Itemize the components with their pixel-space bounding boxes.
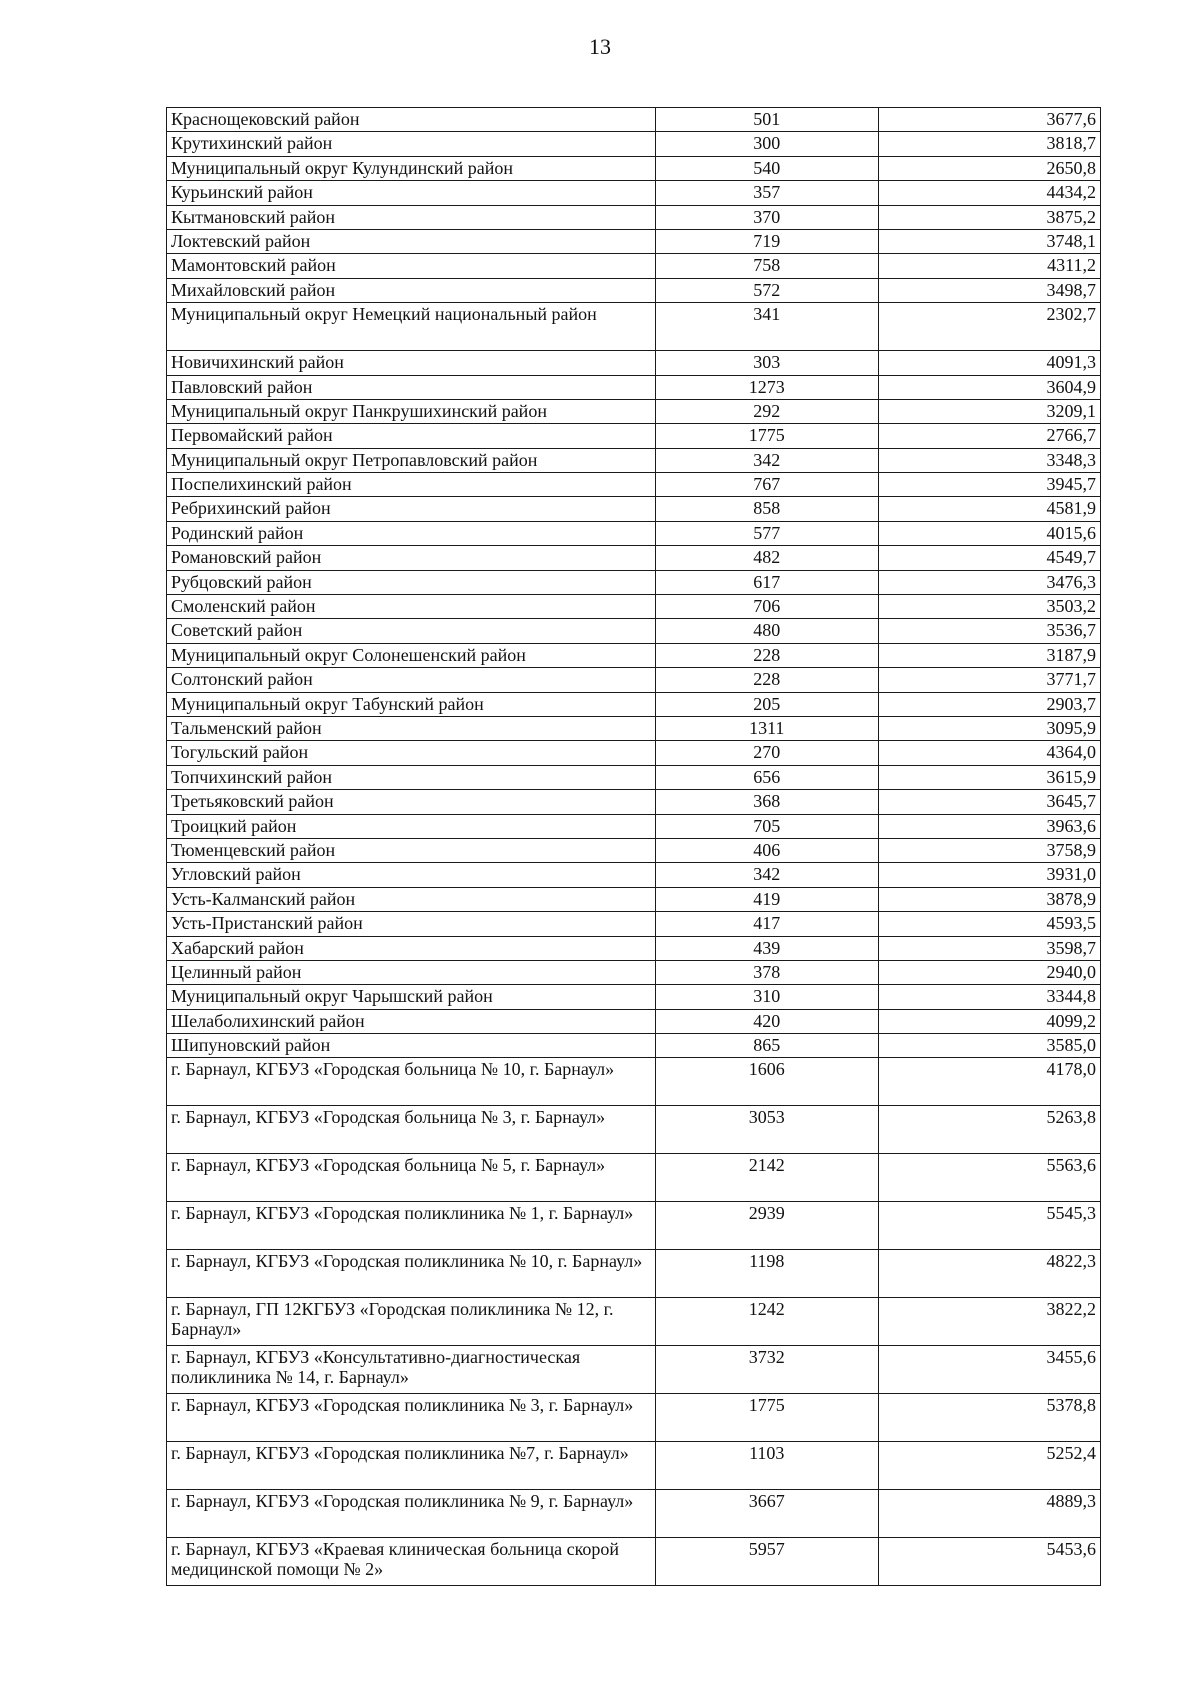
table-row	[167, 1154, 1101, 1202]
row-count-cell: 1273	[656, 375, 879, 399]
row-name-cell: Романовский район	[167, 546, 656, 570]
row-value-cell: 3677,6	[878, 108, 1101, 132]
row-count-cell: 1775	[656, 1394, 879, 1442]
row-value-cell: 3875,2	[878, 205, 1101, 229]
row-value-cell: 4434,2	[878, 181, 1101, 205]
row-count-cell: 342	[656, 448, 879, 472]
row-value-cell: 4822,3	[878, 1250, 1101, 1298]
row-name-cell: Шипуновский район	[167, 1034, 656, 1058]
row-count-cell: 540	[656, 156, 879, 180]
row-value-cell: 4889,3	[878, 1490, 1101, 1538]
table-row	[167, 790, 1101, 814]
table-row	[167, 254, 1101, 278]
table-row	[167, 570, 1101, 594]
row-name-cell: Муниципальный округ Чарышский район	[167, 985, 656, 1009]
table-row	[167, 912, 1101, 936]
row-name-cell: Муниципальный округ Табунский район	[167, 692, 656, 716]
row-name-cell: г. Барнаул, КГБУЗ «Городская больница № 10, г. Барнаул»	[167, 1058, 656, 1106]
row-value-cell: 5545,3	[878, 1202, 1101, 1250]
row-count-cell: 303	[656, 351, 879, 375]
row-count-cell: 420	[656, 1009, 879, 1033]
row-value-cell: 3945,7	[878, 473, 1101, 497]
table-row	[167, 156, 1101, 180]
data-table	[166, 107, 1101, 1586]
row-value-cell: 5453,6	[878, 1538, 1101, 1586]
row-value-cell: 3476,3	[878, 570, 1101, 594]
row-name-cell: Павловский район	[167, 375, 656, 399]
row-name-cell: Третьяковский район	[167, 790, 656, 814]
row-name-cell: Тюменцевский район	[167, 838, 656, 862]
row-count-cell: 357	[656, 181, 879, 205]
row-value-cell: 4581,9	[878, 497, 1101, 521]
row-count-cell: 300	[656, 132, 879, 156]
row-value-cell: 3503,2	[878, 595, 1101, 619]
row-count-cell: 501	[656, 108, 879, 132]
row-value-cell: 3818,7	[878, 132, 1101, 156]
row-count-cell: 858	[656, 497, 879, 521]
row-count-cell: 205	[656, 692, 879, 716]
table-row	[167, 619, 1101, 643]
row-name-cell: Кытмановский район	[167, 205, 656, 229]
row-count-cell: 1606	[656, 1058, 879, 1106]
row-count-cell: 1103	[656, 1442, 879, 1490]
row-count-cell: 767	[656, 473, 879, 497]
row-value-cell: 3963,6	[878, 814, 1101, 838]
row-name-cell: г. Барнаул, КГБУЗ «Городская поликлиника № 3, г. Барнаул»	[167, 1394, 656, 1442]
row-name-cell: Краснощековский район	[167, 108, 656, 132]
row-value-cell: 5563,6	[878, 1154, 1101, 1202]
table-row	[167, 473, 1101, 497]
row-name-cell: Шелаболихинский район	[167, 1009, 656, 1033]
row-name-cell: Троицкий район	[167, 814, 656, 838]
row-count-cell: 270	[656, 741, 879, 765]
row-name-cell: г. Барнаул, КГБУЗ «Городская больница № 3, г. Барнаул»	[167, 1106, 656, 1154]
row-value-cell: 3931,0	[878, 863, 1101, 887]
row-name-cell: Хабарский район	[167, 936, 656, 960]
row-value-cell: 3758,9	[878, 838, 1101, 862]
row-count-cell: 5957	[656, 1538, 879, 1586]
row-name-cell: Муниципальный округ Кулундинский район	[167, 156, 656, 180]
row-count-cell: 378	[656, 960, 879, 984]
row-count-cell: 1198	[656, 1250, 879, 1298]
table-row	[167, 1346, 1101, 1394]
table-row	[167, 497, 1101, 521]
table-row	[167, 399, 1101, 423]
table-row	[167, 887, 1101, 911]
table-row	[167, 1250, 1101, 1298]
row-name-cell: Топчихинский район	[167, 765, 656, 789]
row-value-cell: 3498,7	[878, 278, 1101, 302]
row-value-cell: 3645,7	[878, 790, 1101, 814]
table-row	[167, 643, 1101, 667]
row-name-cell: Курьинский район	[167, 181, 656, 205]
row-name-cell: Михайловский район	[167, 278, 656, 302]
row-count-cell: 572	[656, 278, 879, 302]
row-value-cell: 3585,0	[878, 1034, 1101, 1058]
row-count-cell: 1242	[656, 1298, 879, 1346]
table-row	[167, 814, 1101, 838]
row-value-cell: 2766,7	[878, 424, 1101, 448]
row-name-cell: Крутихинский район	[167, 132, 656, 156]
table-row	[167, 595, 1101, 619]
row-name-cell: г. Барнаул, ГП 12КГБУЗ «Городская поликлиника № 12, г. Барнаул»	[167, 1298, 656, 1346]
row-value-cell: 4593,5	[878, 912, 1101, 936]
row-name-cell: Локтевский район	[167, 229, 656, 253]
row-value-cell: 3615,9	[878, 765, 1101, 789]
row-name-cell: Мамонтовский район	[167, 254, 656, 278]
table-row	[167, 741, 1101, 765]
table-row	[167, 205, 1101, 229]
row-count-cell: 656	[656, 765, 879, 789]
table-row	[167, 863, 1101, 887]
table-row	[167, 1034, 1101, 1058]
row-name-cell: Муниципальный округ Немецкий национальный район	[167, 303, 656, 351]
row-value-cell: 5378,8	[878, 1394, 1101, 1442]
row-name-cell: Муниципальный округ Петропавловский район	[167, 448, 656, 472]
row-count-cell: 3053	[656, 1106, 879, 1154]
row-name-cell: Советский район	[167, 619, 656, 643]
row-count-cell: 228	[656, 643, 879, 667]
table-row	[167, 278, 1101, 302]
table-row	[167, 229, 1101, 253]
row-count-cell: 368	[656, 790, 879, 814]
row-value-cell: 3209,1	[878, 399, 1101, 423]
table-row	[167, 546, 1101, 570]
row-name-cell: Тальменский район	[167, 716, 656, 740]
table-row	[167, 1009, 1101, 1033]
row-value-cell: 3771,7	[878, 668, 1101, 692]
row-value-cell: 4311,2	[878, 254, 1101, 278]
table-row	[167, 985, 1101, 1009]
row-value-cell: 5252,4	[878, 1442, 1101, 1490]
row-value-cell: 3187,9	[878, 643, 1101, 667]
table-row	[167, 838, 1101, 862]
row-value-cell: 2650,8	[878, 156, 1101, 180]
row-name-cell: г. Барнаул, КГБУЗ «Городская поликлиника № 1, г. Барнаул»	[167, 1202, 656, 1250]
row-value-cell: 3455,6	[878, 1346, 1101, 1394]
row-name-cell: Первомайский район	[167, 424, 656, 448]
table-row	[167, 351, 1101, 375]
table-row	[167, 132, 1101, 156]
row-name-cell: Целинный район	[167, 960, 656, 984]
row-name-cell: Поспелихинский район	[167, 473, 656, 497]
row-count-cell: 2939	[656, 1202, 879, 1250]
row-name-cell: Усть-Пристанский район	[167, 912, 656, 936]
table-row	[167, 1106, 1101, 1154]
row-name-cell: г. Барнаул, КГБУЗ «Краевая клиническая больница скорой медицинской помощи № 2»	[167, 1538, 656, 1586]
table-row	[167, 424, 1101, 448]
row-name-cell: Тогульский район	[167, 741, 656, 765]
table-row	[167, 960, 1101, 984]
row-value-cell: 3348,3	[878, 448, 1101, 472]
table-row	[167, 1298, 1101, 1346]
row-count-cell: 719	[656, 229, 879, 253]
row-name-cell: Муниципальный округ Солонешенский район	[167, 643, 656, 667]
table-row	[167, 375, 1101, 399]
row-count-cell: 480	[656, 619, 879, 643]
row-count-cell: 758	[656, 254, 879, 278]
row-name-cell: Усть-Калманский район	[167, 887, 656, 911]
row-value-cell: 3598,7	[878, 936, 1101, 960]
row-value-cell: 4178,0	[878, 1058, 1101, 1106]
row-value-cell: 3536,7	[878, 619, 1101, 643]
row-count-cell: 292	[656, 399, 879, 423]
table-row	[167, 521, 1101, 545]
page-number: 13	[589, 34, 611, 59]
row-name-cell: Муниципальный округ Панкрушихинский район	[167, 399, 656, 423]
row-value-cell: 2940,0	[878, 960, 1101, 984]
row-count-cell: 617	[656, 570, 879, 594]
row-value-cell: 5263,8	[878, 1106, 1101, 1154]
row-count-cell: 865	[656, 1034, 879, 1058]
row-count-cell: 406	[656, 838, 879, 862]
row-name-cell: Угловский район	[167, 863, 656, 887]
row-count-cell: 577	[656, 521, 879, 545]
row-count-cell: 1311	[656, 716, 879, 740]
table-row	[167, 668, 1101, 692]
table-row	[167, 765, 1101, 789]
table-row	[167, 1394, 1101, 1442]
row-name-cell: Ребрихинский район	[167, 497, 656, 521]
row-value-cell: 3344,8	[878, 985, 1101, 1009]
row-value-cell: 4549,7	[878, 546, 1101, 570]
row-count-cell: 1775	[656, 424, 879, 448]
row-name-cell: г. Барнаул, КГБУЗ «Городская поликлиника № 9, г. Барнаул»	[167, 1490, 656, 1538]
row-value-cell: 2903,7	[878, 692, 1101, 716]
row-count-cell: 439	[656, 936, 879, 960]
row-count-cell: 228	[656, 668, 879, 692]
table-row	[167, 692, 1101, 716]
table-row	[167, 1058, 1101, 1106]
row-count-cell: 342	[656, 863, 879, 887]
row-name-cell: Родинский район	[167, 521, 656, 545]
row-count-cell: 706	[656, 595, 879, 619]
row-name-cell: г. Барнаул, КГБУЗ «Консультативно-диагностическая поликлиника № 14, г. Барнаул»	[167, 1346, 656, 1394]
row-name-cell: г. Барнаул, КГБУЗ «Городская поликлиника № 10, г. Барнаул»	[167, 1250, 656, 1298]
row-value-cell: 3878,9	[878, 887, 1101, 911]
row-count-cell: 419	[656, 887, 879, 911]
row-count-cell: 705	[656, 814, 879, 838]
row-count-cell: 417	[656, 912, 879, 936]
row-value-cell: 3748,1	[878, 229, 1101, 253]
table-row	[167, 716, 1101, 740]
row-value-cell: 3604,9	[878, 375, 1101, 399]
table-row	[167, 1442, 1101, 1490]
row-value-cell: 4015,6	[878, 521, 1101, 545]
row-name-cell: Новичихинский район	[167, 351, 656, 375]
row-count-cell: 482	[656, 546, 879, 570]
row-name-cell: Солтонский район	[167, 668, 656, 692]
table-row	[167, 181, 1101, 205]
row-value-cell: 3822,2	[878, 1298, 1101, 1346]
table-row	[167, 1538, 1101, 1586]
table-row	[167, 1490, 1101, 1538]
row-value-cell: 4091,3	[878, 351, 1101, 375]
row-value-cell: 3095,9	[878, 716, 1101, 740]
row-name-cell: г. Барнаул, КГБУЗ «Городская поликлиника №7, г. Барнаул»	[167, 1442, 656, 1490]
table-row	[167, 936, 1101, 960]
row-name-cell: Рубцовский район	[167, 570, 656, 594]
row-count-cell: 370	[656, 205, 879, 229]
row-name-cell: Смоленский район	[167, 595, 656, 619]
table-body	[167, 108, 1101, 1586]
table-row	[167, 448, 1101, 472]
table-row	[167, 108, 1101, 132]
table-row	[167, 1202, 1101, 1250]
row-count-cell: 3667	[656, 1490, 879, 1538]
row-value-cell: 4364,0	[878, 741, 1101, 765]
row-count-cell: 3732	[656, 1346, 879, 1394]
row-name-cell: г. Барнаул, КГБУЗ «Городская больница № 5, г. Барнаул»	[167, 1154, 656, 1202]
row-value-cell: 4099,2	[878, 1009, 1101, 1033]
row-count-cell: 341	[656, 303, 879, 351]
row-value-cell: 2302,7	[878, 303, 1101, 351]
table-row	[167, 303, 1101, 351]
row-count-cell: 310	[656, 985, 879, 1009]
row-count-cell: 2142	[656, 1154, 879, 1202]
